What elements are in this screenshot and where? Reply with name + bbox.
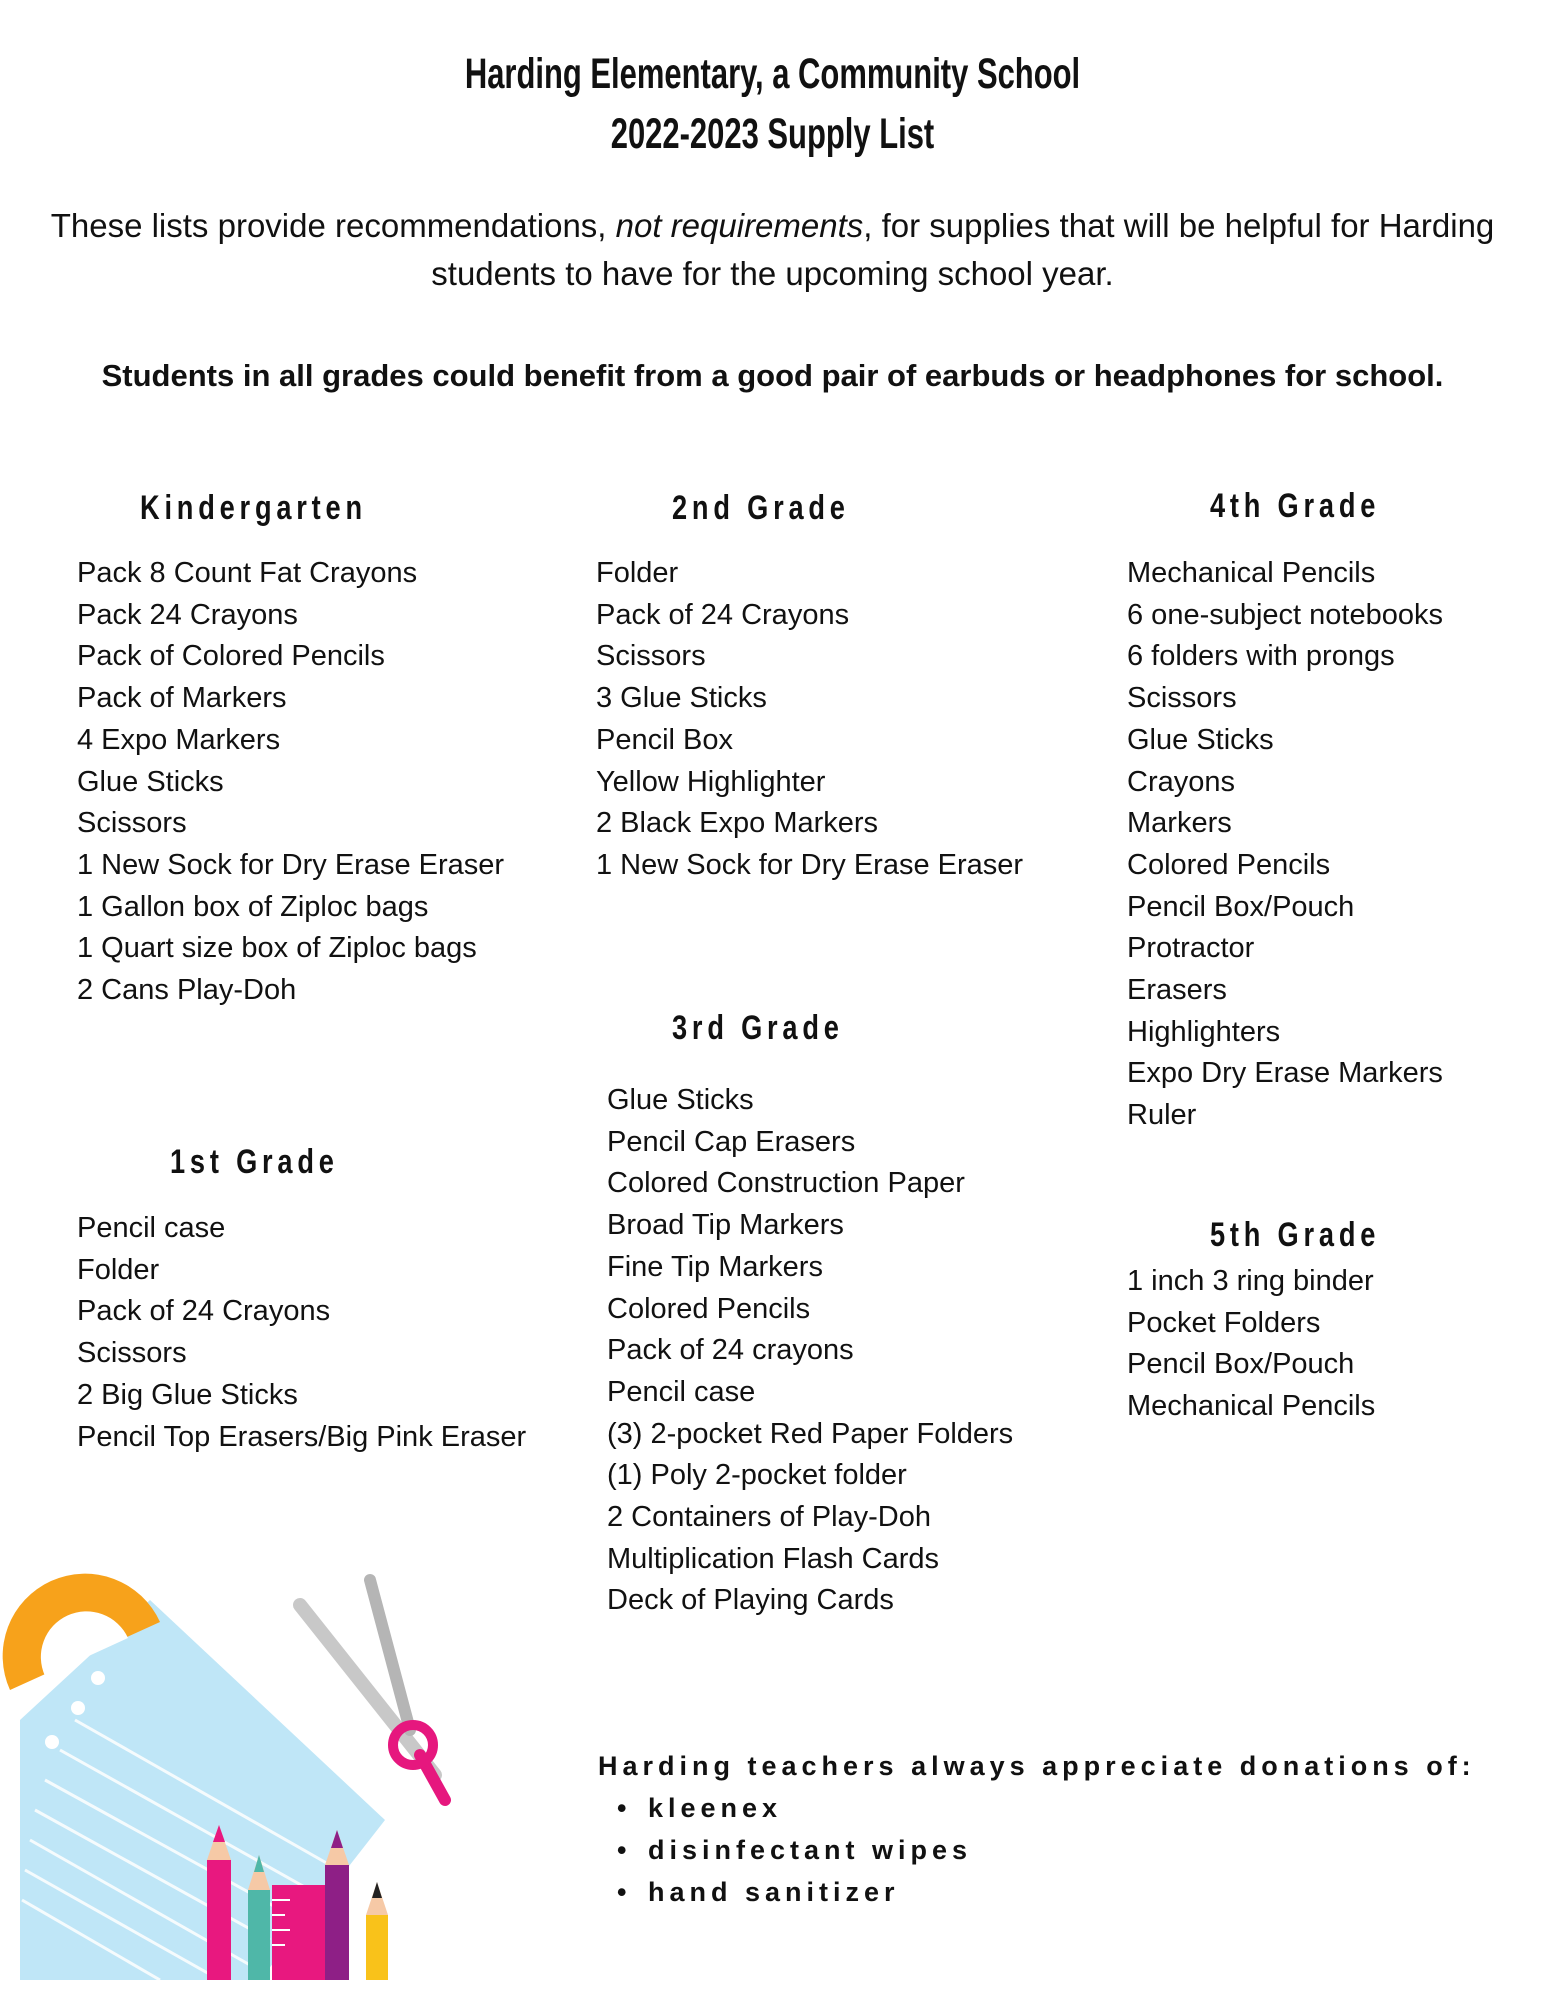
supply-item: Scissors	[77, 1337, 187, 1370]
supply-item: Scissors	[596, 640, 706, 673]
kindergarten-list	[77, 553, 504, 1012]
supply-item: Colored Pencils	[1127, 848, 1331, 881]
intro-emphasis: not requirements	[615, 207, 864, 244]
donations-heading: Harding teachers always appreciate donations of:	[598, 1751, 1476, 1781]
donations-section	[598, 1745, 1518, 1913]
supply-item: Colored Construction Paper	[607, 1167, 965, 1200]
supply-item: Markers	[1127, 807, 1232, 840]
supply-item: Pencil case	[607, 1375, 756, 1408]
supply-item: Erasers	[1127, 974, 1227, 1007]
supply-item: Pencil Box/Pouch	[1127, 890, 1355, 923]
supply-item: Protractor	[1127, 932, 1255, 965]
school-supplies-illustration	[0, 1560, 460, 1980]
supply-item: 4 Expo Markers	[77, 723, 281, 756]
third-grade-list	[607, 1080, 1013, 1622]
supply-item: Pack of 24 Crayons	[77, 1295, 331, 1328]
supply-item: Multiplication Flash Cards	[607, 1542, 940, 1575]
supply-item: Folder	[596, 557, 679, 589]
supply-item: Yellow Highlighter	[596, 765, 826, 798]
supply-item: 2 Big Glue Sticks	[77, 1378, 298, 1411]
donation-item-label: hand sanitizer	[648, 1877, 900, 1907]
page-title	[216, 44, 1328, 164]
supply-item: Pencil Cap Erasers	[607, 1125, 856, 1158]
supply-item: (1) Poly 2-pocket folder	[607, 1459, 907, 1492]
supply-item: Pack of Markers	[77, 682, 287, 715]
supply-item: Folder	[77, 1253, 160, 1286]
first-grade-title: 1st Grade	[170, 1143, 339, 1181]
supply-item: Ruler	[1127, 1099, 1197, 1132]
supply-item: Deck of Playing Cards	[607, 1584, 894, 1617]
supply-item: Pencil Box/Pouch	[1127, 1348, 1355, 1381]
supply-item: 2 Containers of Play-Doh	[607, 1501, 931, 1534]
kindergarten-title: Kindergarten	[140, 489, 367, 527]
supply-item: Highlighters	[1127, 1015, 1281, 1048]
supply-item: 1 Gallon box of Ziploc bags	[77, 890, 429, 923]
supply-item: Glue Sticks	[1127, 723, 1274, 756]
supply-item: Fine Tip Markers	[607, 1250, 823, 1283]
supply-item: 2 Cans Play-Doh	[77, 974, 297, 1007]
supply-item: Pocket Folders	[1127, 1306, 1321, 1339]
bullet-icon: •	[617, 1835, 632, 1865]
third-grade-title: 3rd Grade	[672, 1009, 844, 1047]
fifth-grade-list	[1127, 1261, 1375, 1428]
fourth-grade-title: 4th Grade	[1210, 487, 1381, 525]
supply-item: Expo Dry Erase Markers	[1127, 1057, 1443, 1090]
supply-item: 1 Quart size box of Ziploc bags	[77, 932, 477, 965]
supply-item: 1 New Sock for Dry Erase Eraser	[77, 848, 505, 881]
intro-part-1: These lists provide recommendations,	[50, 207, 616, 244]
first-grade-list	[77, 1208, 526, 1458]
supply-item: Pack of Colored Pencils	[77, 640, 385, 673]
donation-item-label: disinfectant wipes	[648, 1835, 973, 1865]
supply-item: Pack 24 Crayons	[77, 598, 298, 631]
ruler-icon	[272, 1885, 330, 1980]
headphones-note: Students in all grades could benefit from a good pair of earbuds or headphones for school.	[101, 358, 1444, 393]
donation-item	[598, 1787, 1518, 1829]
title-line-2: 2022-2023 Supply List	[610, 110, 935, 158]
supply-item: 1 New Sock for Dry Erase Eraser	[596, 848, 1024, 881]
supply-item: Scissors	[1127, 682, 1237, 715]
bullet-icon: •	[617, 1793, 632, 1823]
supply-item: Colored Pencils	[607, 1292, 811, 1325]
intro-paragraph	[40, 202, 1505, 298]
supply-item: Pencil case	[77, 1212, 226, 1244]
donation-item	[598, 1829, 1518, 1871]
supply-item: Scissors	[77, 807, 187, 840]
donation-item	[598, 1871, 1518, 1913]
supply-item: Pack of 24 Crayons	[596, 598, 850, 631]
donation-item-label: kleenex	[648, 1793, 783, 1823]
title-line-1: Harding Elementary, a Community School	[464, 50, 1081, 98]
supply-item: Glue Sticks	[607, 1084, 754, 1116]
supply-item: 6 one-subject notebooks	[1127, 598, 1443, 631]
supply-item: Pencil Box	[596, 723, 734, 756]
fifth-grade-title: 5th Grade	[1210, 1216, 1381, 1254]
fourth-grade-list	[1127, 553, 1443, 1137]
supply-item: Pack 8 Count Fat Crayons	[77, 557, 418, 589]
supply-item: 2 Black Expo Markers	[596, 807, 879, 840]
supply-item: Glue Sticks	[77, 765, 224, 798]
supply-item: (3) 2-pocket Red Paper Folders	[607, 1417, 1014, 1450]
supply-item: 6 folders with prongs	[1127, 640, 1395, 673]
second-grade-title: 2nd Grade	[672, 489, 850, 527]
donations-list	[598, 1787, 1518, 1913]
bullet-icon: •	[617, 1877, 632, 1907]
supply-item: Pencil Top Erasers/Big Pink Eraser	[77, 1420, 527, 1453]
supply-item: Broad Tip Markers	[607, 1209, 844, 1242]
supply-item: Pack of 24 crayons	[607, 1334, 854, 1367]
supply-item: 3 Glue Sticks	[596, 682, 767, 715]
second-grade-list	[596, 553, 1023, 887]
supply-item: Mechanical Pencils	[1127, 557, 1376, 589]
supply-item: Crayons	[1127, 765, 1235, 798]
supply-item: Mechanical Pencils	[1127, 1390, 1376, 1423]
supply-item: 1 inch 3 ring binder	[1127, 1265, 1374, 1297]
intro-part-2: , for supplies that will be helpful for Harding students to have for the upcoming school year.	[431, 207, 1495, 292]
